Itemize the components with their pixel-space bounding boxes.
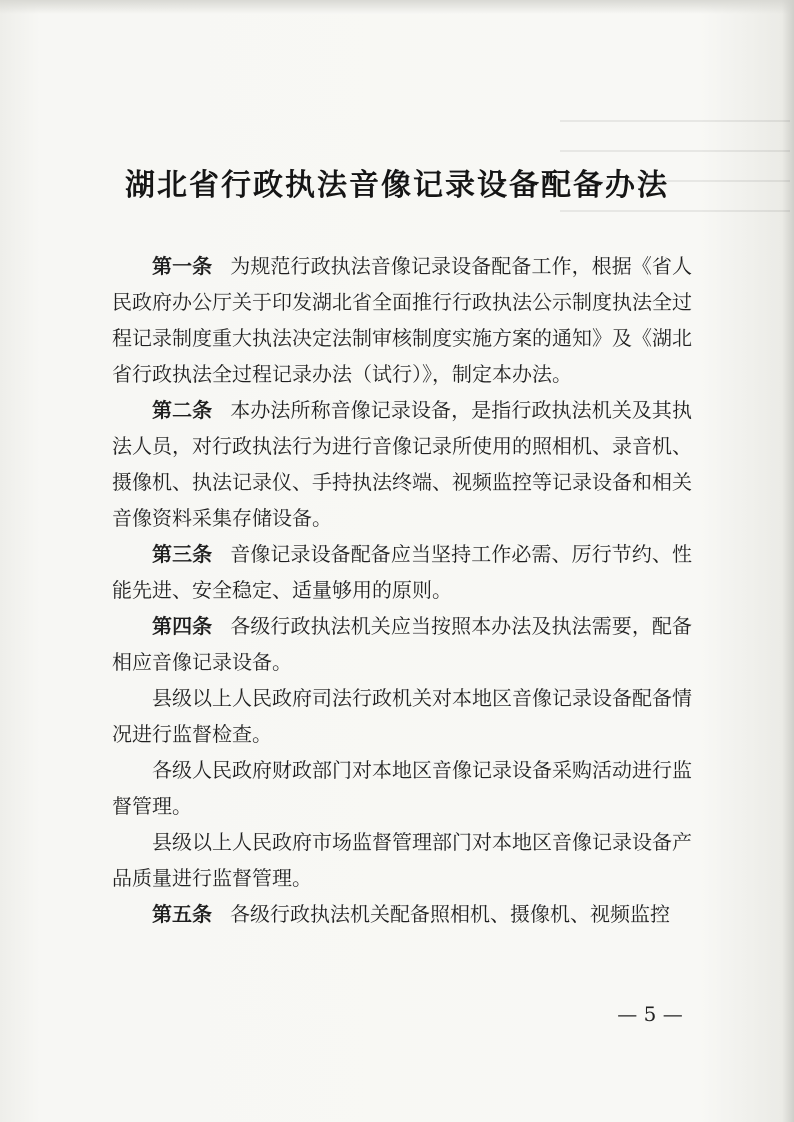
article-label: 第三条 (152, 542, 213, 566)
clause-text: 县级以上人民政府市场监督管理部门对本地区音像记录设备产品质量进行监督管理。 (112, 830, 692, 890)
article-4-clause-2 (112, 680, 692, 752)
document-body (112, 248, 692, 932)
clause-text: 各级人民政府财政部门对本地区音像记录设备采购活动进行监督管理。 (112, 758, 692, 818)
article-text: 各级行政执法机关配备照相机、摄像机、视频监控 (230, 902, 670, 926)
article-label: 第四条 (152, 614, 213, 638)
article-text: 为规范行政执法音像记录设备配备工作，根据《省人民政府办公厅关于印发湖北省全面推行行政执法公示制度执法全过程记录制度重大执法决定法制审核制度实施方案的通知》及《湖北省行政执法全过程记录办法（试行）》，制定本办法。 (112, 254, 693, 386)
article-2 (112, 392, 692, 536)
article-text: 本办法所称音像记录设备，是指行政执法机关及其执法人员，对行政执法行为进行音像记录所使用的照相机、录音机、摄像机、执法记录仪、手持执法终端、视频监控等记录设备和相关音像资料采集存储设备。 (112, 398, 693, 530)
article-label: 第五条 (152, 902, 212, 926)
article-label: 第一条 (152, 254, 213, 278)
article-4-clause-4 (112, 824, 692, 896)
article-text: 音像记录设备配备应当坚持工作必需、厉行节约、性能先进、安全稳定、适量够用的原则。 (112, 542, 693, 602)
clause-text: 县级以上人民政府司法行政机关对本地区音像记录设备配备情况进行监督检查。 (112, 686, 692, 746)
article-text: 各级行政执法机关应当按照本办法及执法需要，配备相应音像记录设备。 (112, 614, 693, 674)
page-edge-shadow-top (0, 0, 794, 14)
article-3 (112, 536, 692, 608)
article-4-clause-3 (112, 752, 692, 824)
article-4 (112, 608, 692, 680)
article-1 (112, 248, 692, 392)
article-label: 第二条 (152, 398, 213, 422)
article-5 (112, 896, 692, 932)
page-number: — 5 — (617, 1002, 683, 1026)
document-title: 湖北省行政执法音像记录设备配备办法 (125, 168, 669, 203)
